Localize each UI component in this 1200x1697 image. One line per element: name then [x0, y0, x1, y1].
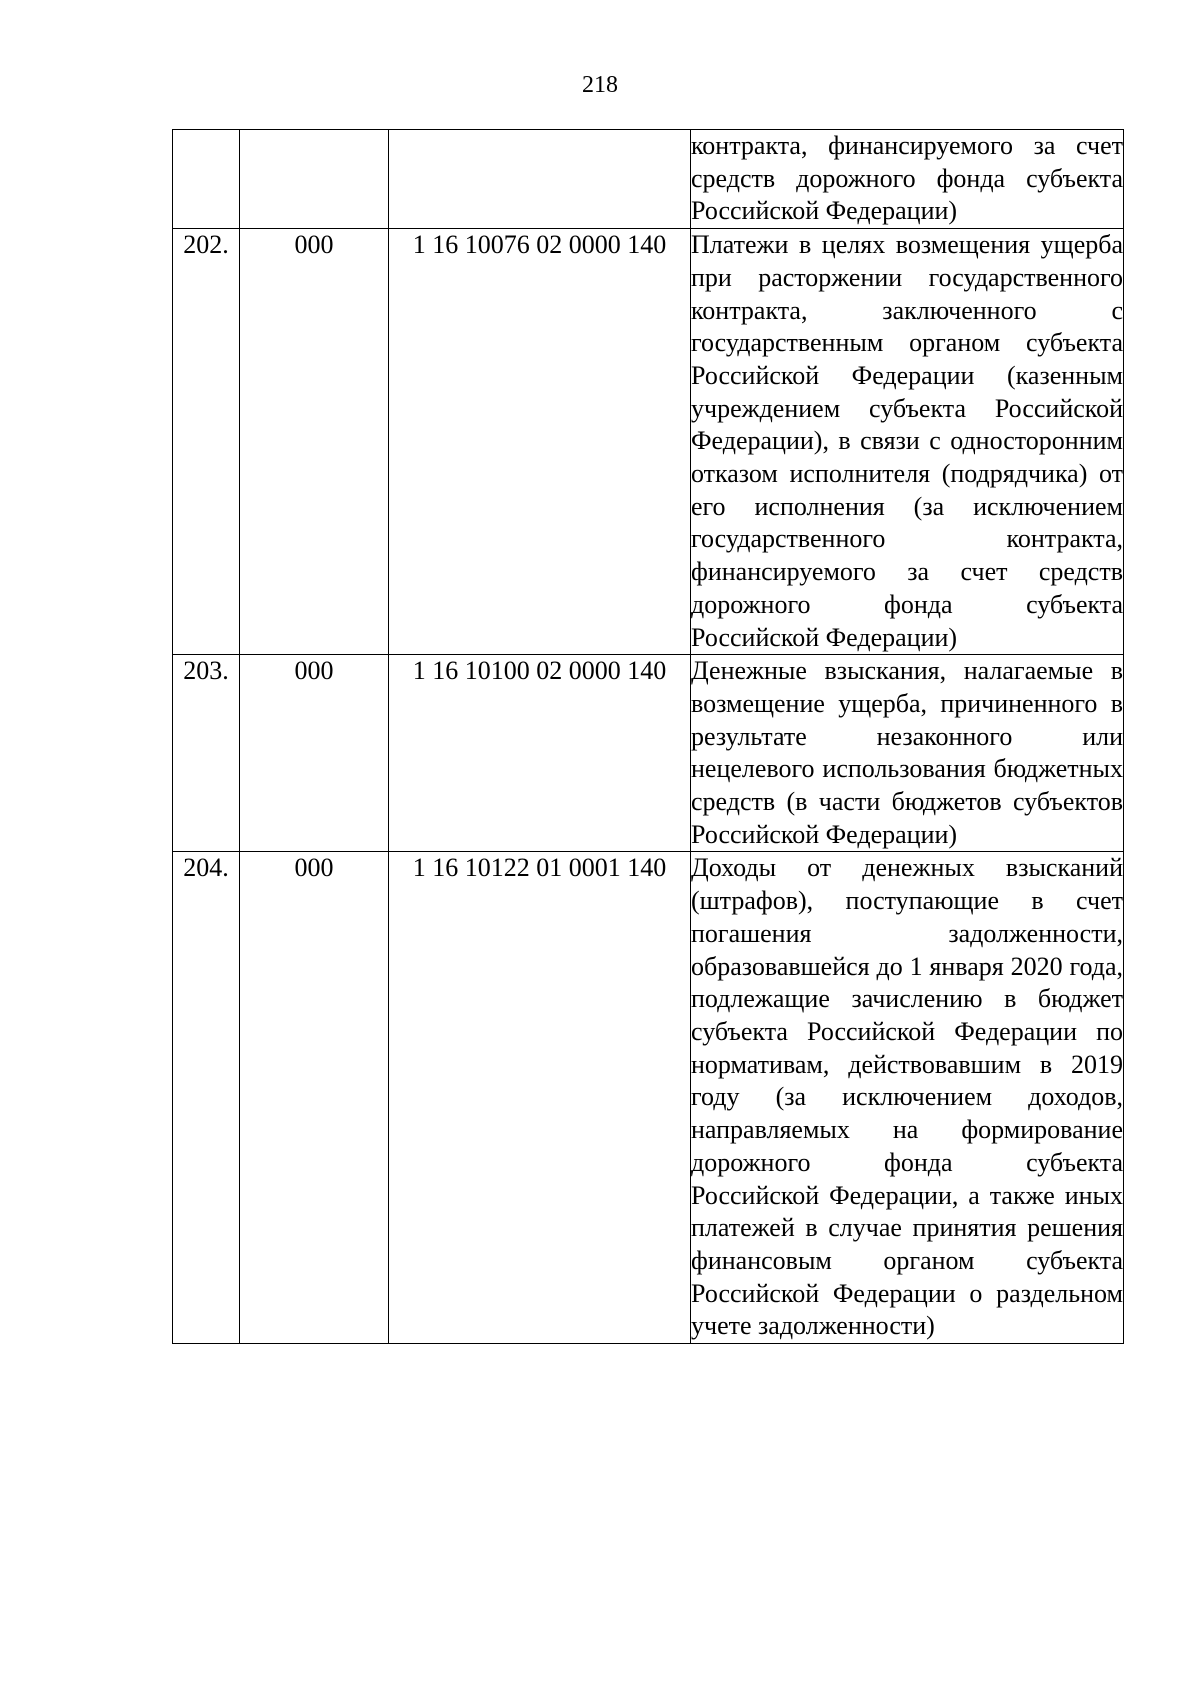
- page-number: 218: [582, 72, 618, 98]
- budget-revenue-table: [172, 129, 1124, 1344]
- revenue-description: контракта, финансируемого за счет средств дорожного фонда субъекта Российской Федерации): [691, 130, 1124, 229]
- budget-code: 1 16 10100 02 0000 140: [389, 655, 691, 852]
- admin-code: 000: [240, 852, 389, 1344]
- budget-code: 1 16 10122 01 0001 140: [389, 852, 691, 1344]
- table-row: [173, 655, 1124, 852]
- admin-code: [240, 130, 389, 229]
- row-number: 202.: [173, 229, 240, 655]
- row-number: 203.: [173, 655, 240, 852]
- revenue-description: Платежи в целях возмещения ущерба при расторжении государственного контракта, заключенного с государственным органом субъекта Российской Федерации (казенным учреждением субъекта Российской Федерации), в связи с односторонним отказом исполнителя (подрядчика) от его исполнения (за исключением государственного контракта, финансируемого за счет средств дорожного фонда субъекта Российской Федерации): [691, 229, 1124, 655]
- budget-code: 1 16 10076 02 0000 140: [389, 229, 691, 655]
- admin-code: 000: [240, 229, 389, 655]
- revenue-description: Доходы от денежных взысканий (штрафов), поступающие в счет погашения задолженности, образовавшейся до 1 января 2020 года, подлежащие зачислению в бюджет субъекта Российской Федерации по нормативам, действовавшим в 2019 году (за исключением доходов, направляемых на формирование дорожного фонда субъекта Российской Федерации, а также иных платежей в случае принятия решения финансовым органом субъекта Российской Федерации о раздельном учете задолженности): [691, 852, 1124, 1344]
- row-number: [173, 130, 240, 229]
- table-row: [173, 229, 1124, 655]
- table-row: [173, 130, 1124, 229]
- admin-code: 000: [240, 655, 389, 852]
- row-number: 204.: [173, 852, 240, 1344]
- table-row: [173, 852, 1124, 1344]
- revenue-description: Денежные взыскания, налагаемые в возмещение ущерба, причиненного в результате незаконного или нецелевого использования бюджетных средств (в части бюджетов субъектов Российской Федерации): [691, 655, 1124, 852]
- budget-code: [389, 130, 691, 229]
